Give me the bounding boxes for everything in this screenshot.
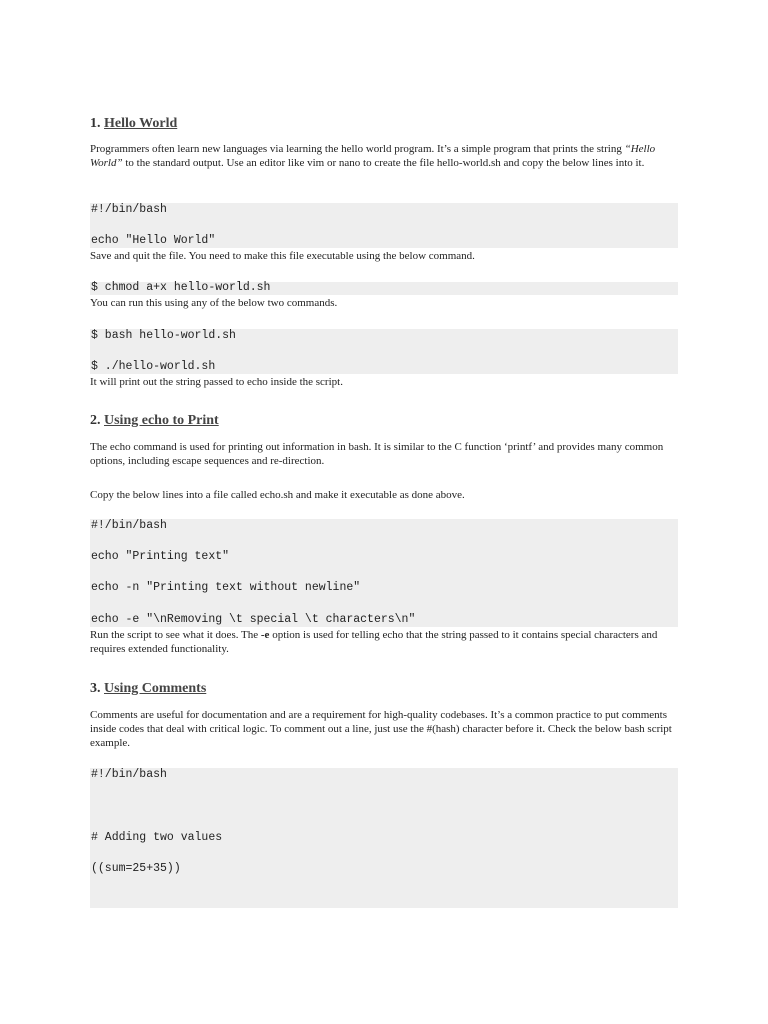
code-line: echo -e "\nRemoving \t special \t characters\n"	[91, 613, 416, 626]
code-line: #!/bin/bash	[91, 203, 167, 216]
code-line: echo -n "Printing text without newline"	[91, 581, 361, 594]
section-1-title-link[interactable]: Hello World	[104, 116, 178, 131]
section-3-title-link[interactable]: Using Comments	[104, 681, 207, 696]
code-block-comments	[90, 768, 678, 908]
section-1-intro	[90, 142, 678, 170]
code-line: # Adding two values	[91, 831, 223, 844]
section-2-heading	[90, 413, 219, 429]
code-block-chmod	[90, 282, 678, 295]
section-2-title-link[interactable]: Using echo to Print	[104, 413, 219, 428]
code-line: echo "Hello World"	[91, 234, 216, 247]
section-1-intro-emphasis: “Hello World”	[90, 143, 656, 169]
code-line: #!/bin/bash	[91, 768, 167, 781]
section-2-explanation	[90, 628, 678, 656]
code-line: ((sum=25+35))	[91, 862, 181, 875]
section-3-heading	[90, 681, 206, 697]
section-3-intro: Comments are useful for documentation and are a requirement for high-quality codebases. It’s a common practice to put comments inside codes that deal with critical logic. To comment out a line, just use the #(hash) character before it. Check the below bash script example.	[90, 709, 672, 749]
section-1-save-text: Save and quit the file. You need to make this file executable using the below command.	[90, 250, 475, 262]
code-block-run	[90, 329, 678, 374]
section-2-explanation-option: -e	[260, 629, 270, 641]
code-line: #!/bin/bash	[91, 519, 167, 532]
section-2-explanation-text-end: option is used for telling echo that the string passed to it contains special characters and requires extended functionality.	[90, 629, 658, 655]
code-line: echo "Printing text"	[91, 550, 230, 563]
section-2-number: 2.	[90, 413, 101, 428]
code-line: $ bash hello-world.sh	[91, 329, 236, 342]
section-3-number: 3.	[90, 681, 101, 696]
section-1-output-text: It will print out the string passed to echo inside the script.	[90, 376, 343, 388]
section-2-copy-text: Copy the below lines into a file called echo.sh and make it executable as done above.	[90, 489, 465, 501]
code-block-echo	[90, 519, 678, 627]
section-2-explanation-text: Run the script to see what it does. The	[90, 629, 261, 641]
section-2-intro: The echo command is used for printing out information in bash. It is similar to the C function ‘printf’ and provides many common options, including escape sequences and re-direction.	[90, 441, 664, 467]
section-1-intro-text-end: to the standard output. Use an editor like vim or nano to create the file hello-world.sh and copy the below lines into it.	[122, 157, 645, 169]
section-1-run-text: You can run this using any of the below two commands.	[90, 297, 338, 309]
code-line: $ chmod a+x hello-world.sh	[91, 281, 271, 294]
section-1-heading	[90, 116, 177, 132]
code-line: $ ./hello-world.sh	[91, 360, 216, 373]
section-1-number: 1.	[90, 116, 101, 131]
code-block-hello-world	[90, 203, 678, 248]
section-1-intro-text: Programmers often learn new languages via learning the hello world program. It’s a simple program that prints the string	[90, 143, 625, 155]
